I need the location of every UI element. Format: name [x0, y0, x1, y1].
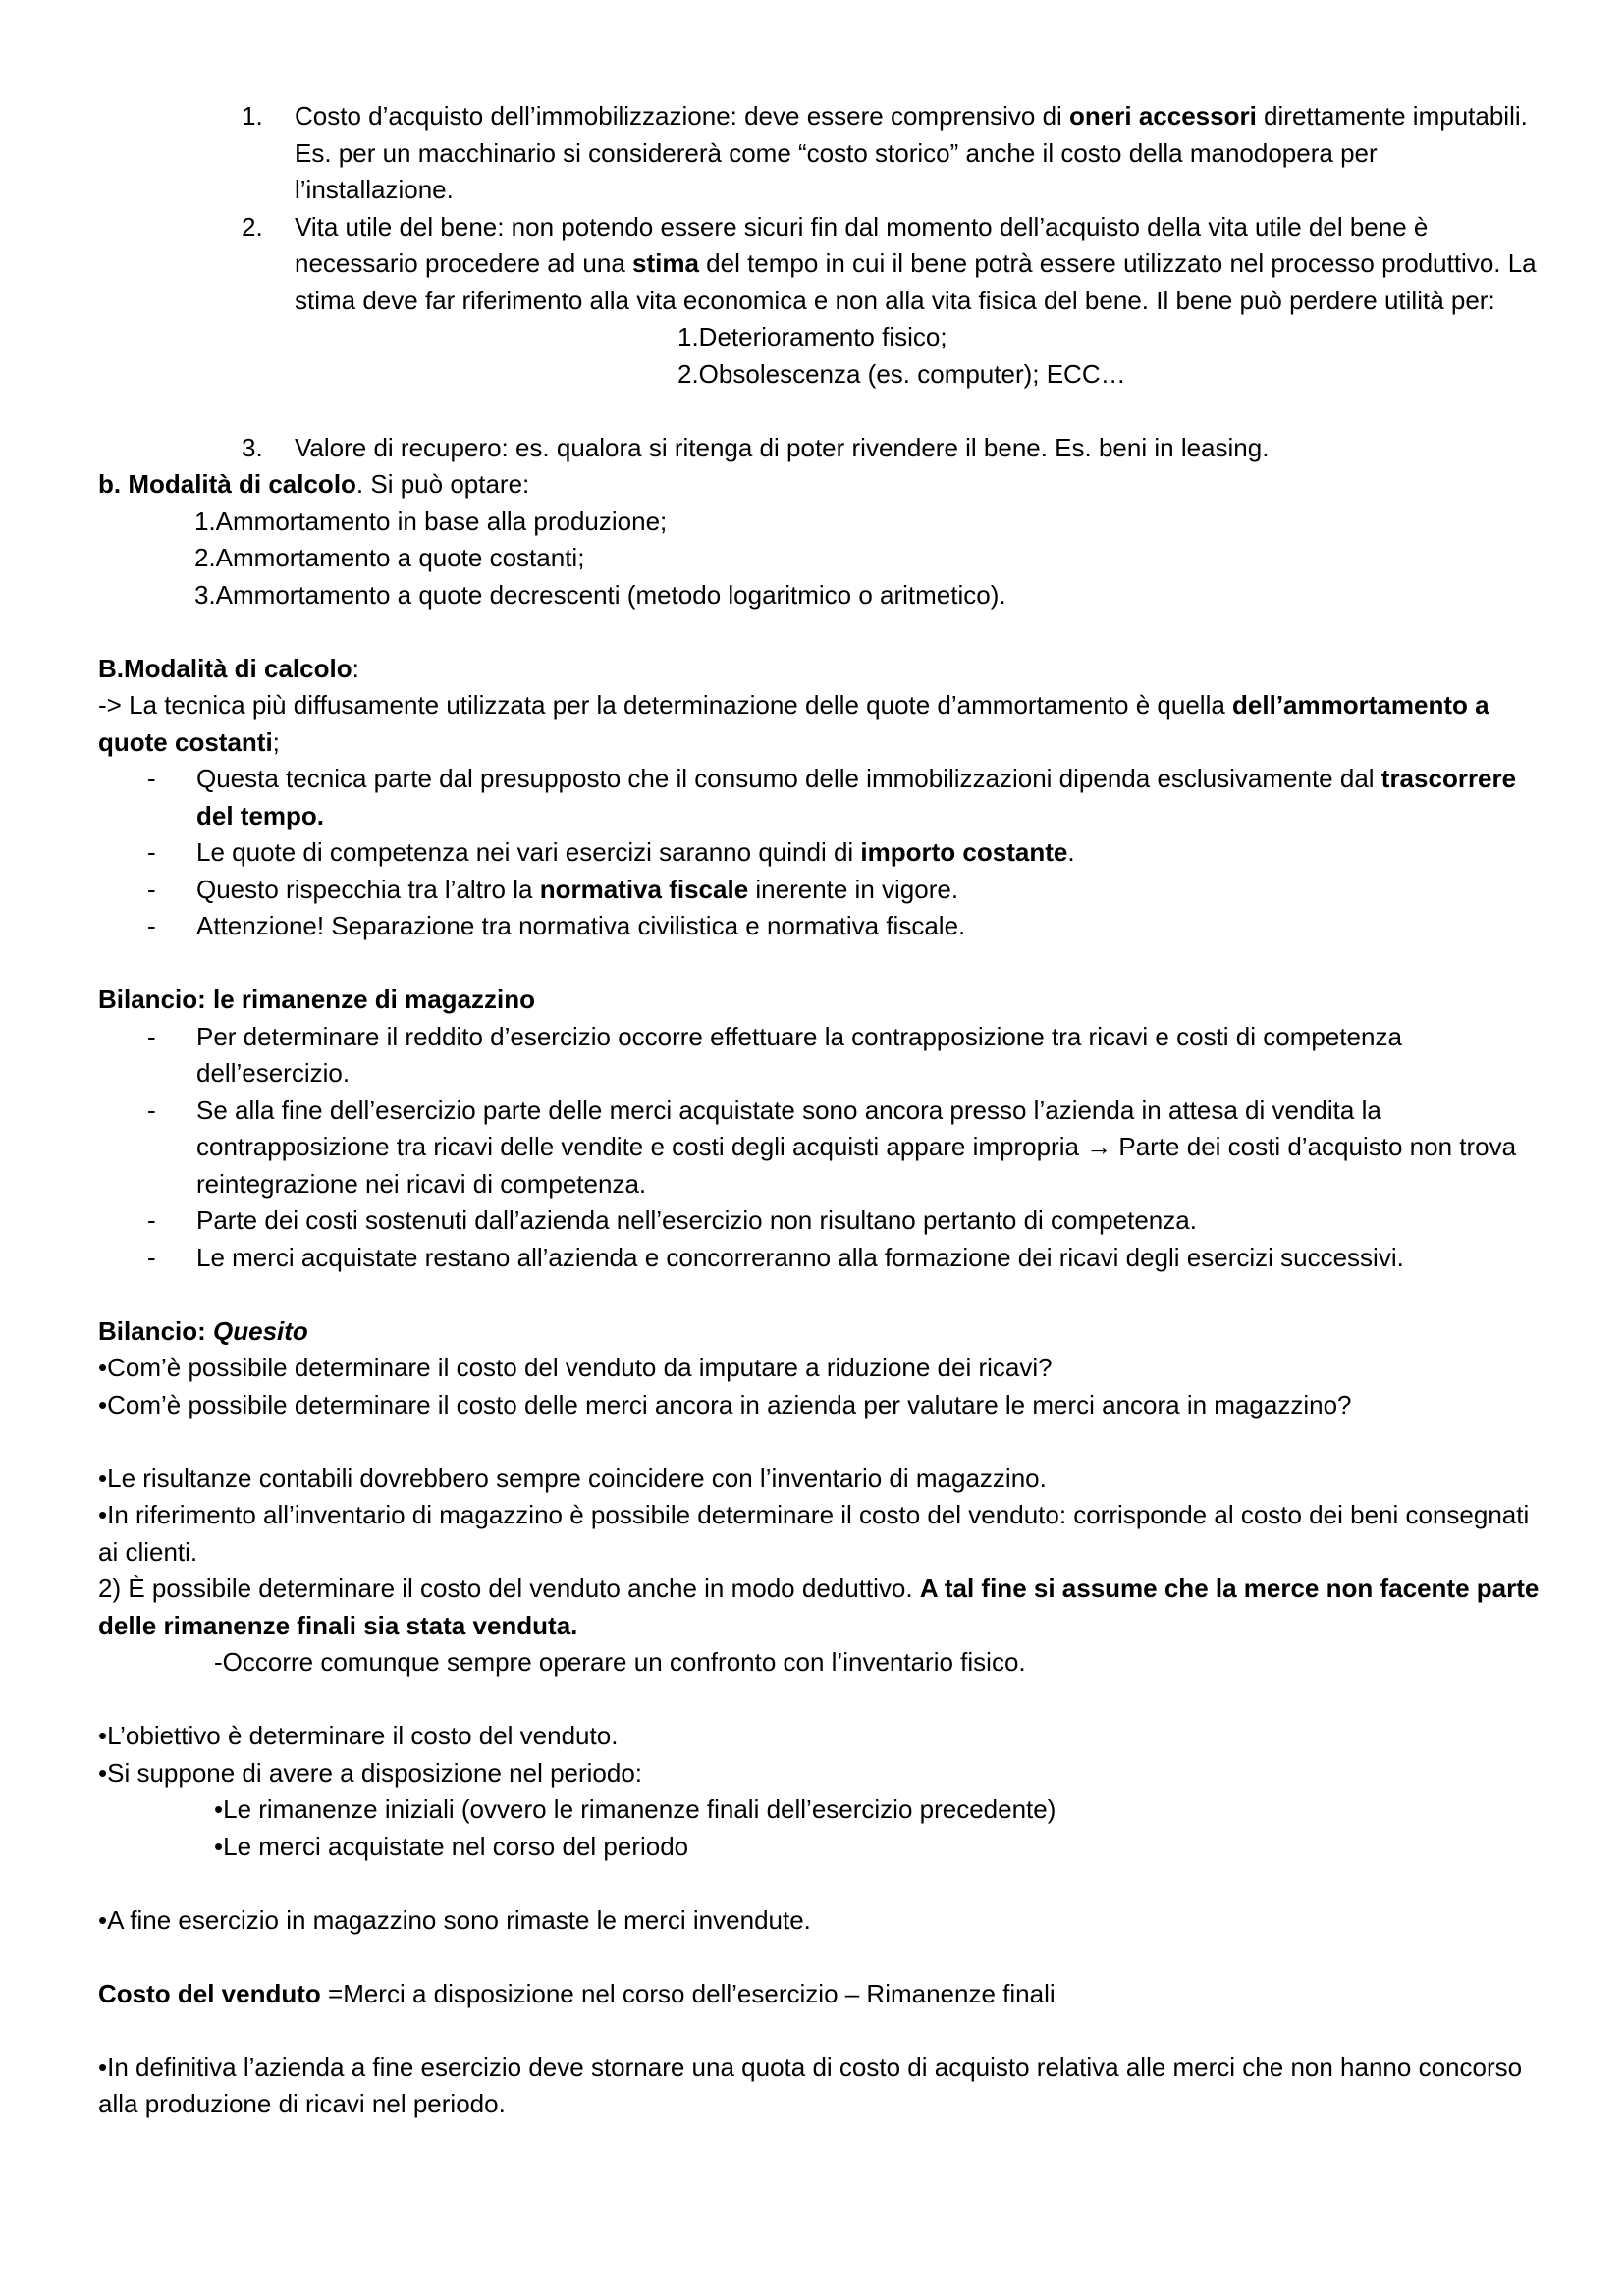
dash-item: [98, 1202, 1542, 1240]
dash-marker: -: [147, 911, 156, 940]
section-heading: [98, 466, 1542, 504]
heading-bold: Bilancio:: [98, 1315, 214, 1346]
sub-item: 1.Deterioramento fisico;: [677, 322, 947, 351]
dash-item: [98, 834, 1542, 872]
dash-item: [98, 1093, 1542, 1203]
item-text: Vita utile del bene: non potendo essere sicuri fin dal momento dell’acquisto della vita utile del bene è necessario procedere ad una: [295, 211, 1429, 278]
paragraph: •A fine esercizio in magazzino sono rimaste le merci invendute.: [98, 1904, 811, 1935]
item-text: Valore di recupero: es. qualora si ritenga di poter rivendere il bene. Es. beni in leasing.: [295, 432, 1270, 462]
dash-text: Attenzione! Separazione tra normativa civilistica e normativa fiscale.: [196, 911, 966, 940]
dash-item: [98, 1019, 1542, 1093]
heading-bold: b. Modalità di calcolo: [98, 469, 356, 499]
indented-note: -Occorre comunque sempre operare un confronto con l’inventario fisico.: [214, 1647, 1026, 1677]
indented-item: •Le merci acquistate nel corso del periodo: [214, 1831, 689, 1861]
dash-marker: -: [147, 1205, 156, 1235]
numbered-item-3: [98, 430, 1542, 467]
dash-bold: importo costante: [860, 837, 1068, 867]
sub-item: 2.Obsolescenza (es. computer); ECC…: [677, 358, 1126, 389]
item-bold: stima: [632, 248, 699, 278]
dash-marker: -: [147, 1095, 156, 1125]
paragraph: •Si suppone di avere a disposizione nel periodo:: [98, 1757, 643, 1788]
dash-marker: -: [147, 764, 156, 793]
dash-text: .: [1067, 837, 1075, 867]
dash-bold: normativa fiscale: [539, 874, 749, 904]
document-content: [98, 98, 1542, 2123]
heading-bold: Bilancio: le rimanenze di magazzino: [98, 985, 535, 1014]
paragraph: •In definitiva l’azienda a fine esercizio deve stornare una quota di costo di acquisto relativa alle merci che non hanno concorso alla produzione di ricavi nel periodo.: [98, 2052, 1523, 2118]
paragraph: •L’obiettivo è determinare il costo del venduto.: [98, 1721, 619, 1750]
numbered-item-2: [98, 209, 1542, 320]
dash-text: Questa tecnica parte dal presupposto che il consumo delle immobilizzazioni dipenda esclusivamente dal: [196, 764, 1381, 793]
list-item: 2.Ammortamento a quote costanti;: [194, 543, 585, 572]
item-text: direttamente imputabili. Es. per un macchinario si considererà come “costo storico” anche il costo della manodopera per l’installazione.: [295, 101, 1528, 204]
dash-item: [98, 872, 1542, 909]
formula-bold: Costo del venduto: [98, 1978, 321, 2008]
paragraph-text: ;: [272, 726, 280, 757]
numbered-item-1: [98, 98, 1542, 209]
question: •Com’è possibile determinare il costo del venduto da imputare a riduzione dei ricavi?: [98, 1353, 1053, 1382]
paragraph-bold: A tal fine si assume che la merce non facente parte delle rimanenze finali sia stata venduta.: [98, 1574, 1540, 1640]
item-number: 1.: [242, 101, 263, 131]
item-text: Costo d’acquisto dell’immobilizzazione: deve essere comprensivo di: [295, 101, 1070, 131]
dash-text: Per determinare il reddito d’esercizio occorre effettuare la contrapposizione tra ricavi e costi di competenza dell’esercizio.: [196, 1021, 1402, 1088]
paragraph-bold: dell’ammortamento a quote costanti: [98, 690, 1489, 757]
paragraph: •Le risultanze contabili dovrebbero sempre coincidere con l’inventario di magazzino.: [98, 1463, 1047, 1493]
dash-bold: trascorrere del tempo.: [196, 764, 1517, 830]
heading-rest: . Si può optare:: [355, 469, 530, 499]
item-bold: oneri accessori: [1069, 101, 1257, 131]
dash-item: [98, 1240, 1542, 1277]
paragraph: [98, 687, 1542, 761]
formula: [98, 1976, 1542, 2013]
list-item: 3.Ammortamento a quote decrescenti (metodo logaritmico o aritmetico).: [194, 579, 1006, 610]
heading-italic: Quesito: [213, 1315, 308, 1346]
dash-text: Questo rispecchia tra l’altro la: [196, 874, 540, 904]
dash-text: Le quote di competenza nei vari esercizi saranno quindi di: [196, 837, 861, 867]
dash-item: [98, 908, 1542, 945]
item-number: 2.: [242, 211, 263, 241]
heading-bold: B.Modalità di calcolo: [98, 653, 352, 683]
section-heading: [98, 651, 1542, 688]
paragraph: •In riferimento all’inventario di magazzino è possibile determinare il costo del venduto: corrisponde al costo dei beni consegnati ai clienti.: [98, 1500, 1530, 1567]
formula-text: =Merci a disposizione nel corso dell’esercizio – Rimanenze finali: [320, 1978, 1056, 2008]
section-heading: [98, 1313, 1542, 1351]
dash-marker: -: [147, 874, 156, 904]
paragraph-text: -> La tecnica più diffusamente utilizzata per la determinazione delle quote d’ammortamento è quella: [98, 690, 1233, 720]
item-number: 3.: [242, 432, 263, 462]
dash-item: [98, 761, 1542, 834]
question: •Com’è possibile determinare il costo delle merci ancora in azienda per valutare le merci ancora in magazzino?: [98, 1389, 1352, 1419]
paragraph: [98, 1571, 1542, 1644]
section-heading: [98, 982, 1542, 1019]
dash-marker: -: [147, 1021, 156, 1051]
list-item: 1.Ammortamento in base alla produzione;: [194, 506, 668, 536]
dash-text: Parte dei costi sostenuti dall’azienda nell’esercizio non risultano pertanto di competenza.: [196, 1205, 1197, 1235]
dash-text: Se alla fine dell’esercizio parte delle merci acquistate sono ancora presso l’azienda in attesa di vendita la contrapposizione tra ricavi delle vendite e costi degli acquisti appare impropria → Parte dei costi d’acquisto non trova reintegrazione nei ricavi di competenza.: [196, 1095, 1517, 1199]
item-text: del tempo in cui il bene potrà essere utilizzato nel processo produttivo. La stima deve far riferimento alla vita economica e non alla vita fisica del bene. Il bene può perdere utilità per:: [295, 248, 1537, 315]
paragraph-text: 2) È possibile determinare il costo del venduto anche in modo deduttivo.: [98, 1574, 920, 1603]
dash-text: inerente in vigore.: [748, 874, 959, 904]
heading-rest: :: [352, 653, 359, 683]
dash-marker: -: [147, 1242, 156, 1272]
indented-item: •Le rimanenze iniziali (ovvero le rimanenze finali dell’esercizio precedente): [214, 1794, 1056, 1824]
dash-text: Le merci acquistate restano all’azienda e concorreranno alla formazione dei ricavi degli esercizi successivi.: [196, 1242, 1404, 1272]
dash-marker: -: [147, 837, 156, 867]
